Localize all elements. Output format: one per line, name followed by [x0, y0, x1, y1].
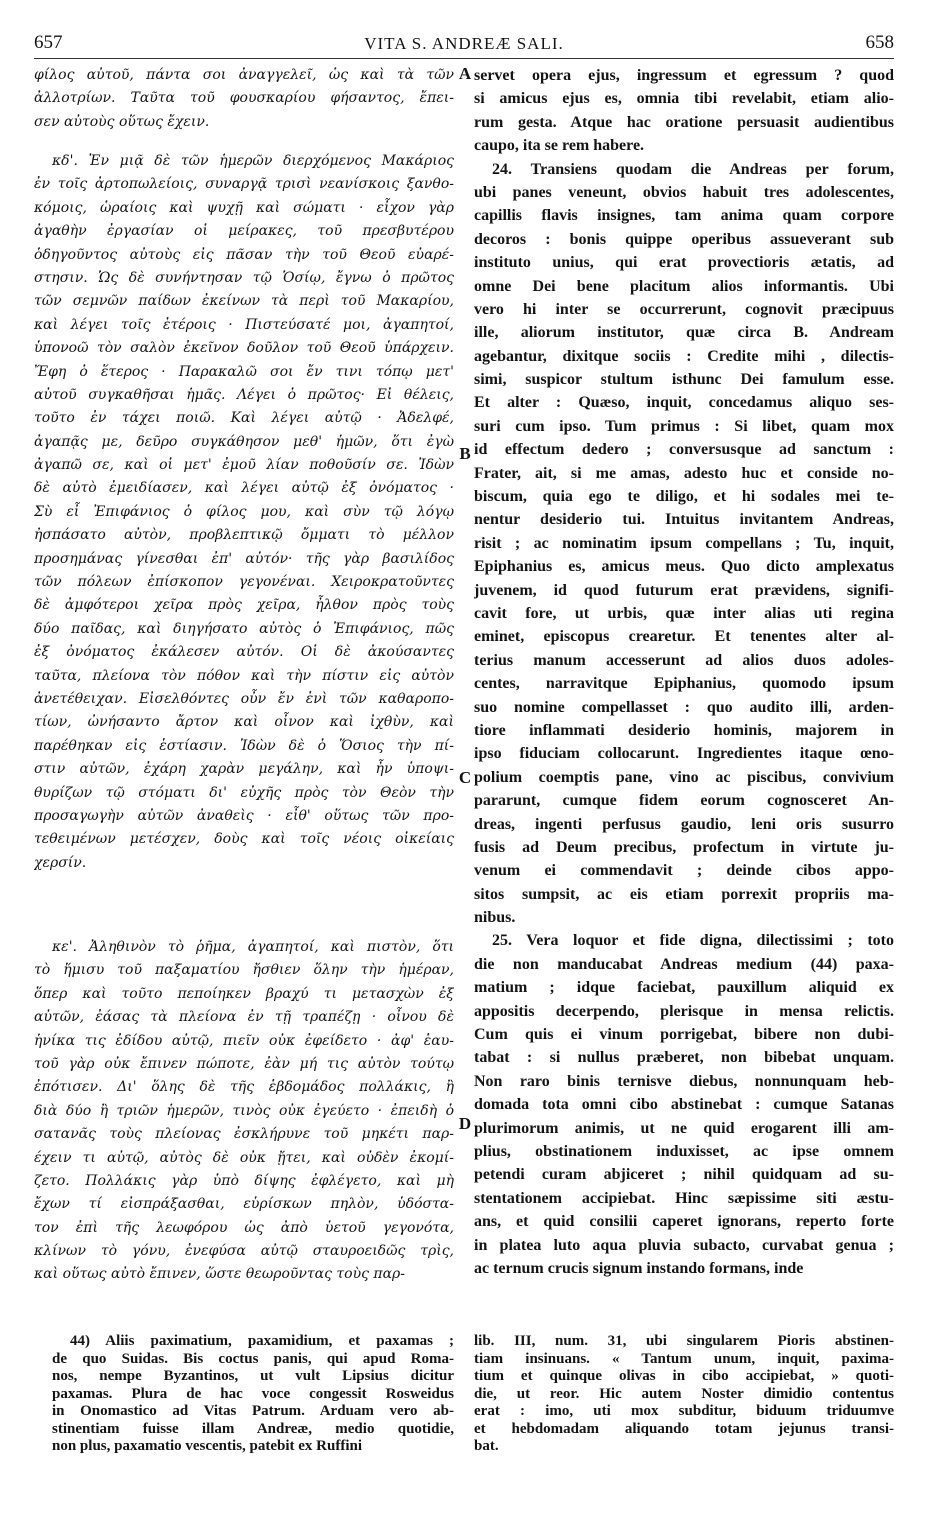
text-line: ἠσπάσατο αὐτὸν, προβλεπτικῷ ὄμματι τὸ μέλλον	[34, 527, 454, 544]
page-number-right: 658	[865, 32, 894, 53]
text-line: διὰ δύο ἢ τριῶν ἡμερῶν, τινὸς οὐκ ἐγεύετο · ἐπειδὴ ὁ	[34, 1102, 454, 1119]
text-line: caupo, ita se rem habere.	[474, 137, 645, 155]
text-line: non plus, paxamatio vescentis, patebit ex Ruffini	[52, 1438, 363, 1454]
text-line: stinentiam fuisse illam Andreæ, medio quotidie,	[52, 1420, 454, 1437]
running-header	[34, 32, 894, 59]
text-line: ans, et quid consilii caperet ignorans, reperto forte	[474, 1213, 894, 1231]
text-line: τον ἐπὶ τῆς λεωφόρου ὡς ἀπὸ ὑετοῦ γεγονότα,	[34, 1219, 454, 1236]
text-line: δὲ ἀμφότεροι χεῖρα πρὸς χεῖρα, ἦλθον πρὸς τοὺς	[34, 597, 454, 614]
text-line: rum gesta. Atque hac oratione persuasit audientibus	[474, 113, 894, 131]
text-line: nentur desiderio tui. Intuitus invitantem Andreas,	[474, 511, 894, 529]
text-line: appositis decerpendo, plerisque in mensa relictis.	[474, 1002, 894, 1020]
text-line: fusis ad Deum precibus, profectum in virtute ju-	[474, 838, 894, 856]
margin-letter-d: D	[458, 1114, 472, 1133]
margin-letter-c: C	[458, 768, 472, 787]
text-line: τίων, ὠνήσαντο ἄρτον καὶ οἶνον καὶ ἰχθὺν, καὶ	[34, 714, 454, 731]
text-line: in platea luto aqua pluvia subacto, curvabat genua ;	[474, 1236, 894, 1254]
text-line: de quo Suidas. Bis coctus panis, qui apud Roma-	[52, 1350, 454, 1367]
text-line: τῶν πόλεων ἐπίσκοπον γεγονέναι. Χειροκρατοῦντες	[34, 574, 454, 591]
text-line: Ἔφη ὁ ἕτερος · Παρακαλῶ σοι ἔν τινι τόπῳ μετ'	[34, 363, 454, 380]
text-line: χερσίν.	[34, 854, 87, 871]
text-line: καὶ οὕτως αὐτὸ ἔπινεν, ὥστε θεωροῦντας τοὺς παρ-	[34, 1266, 405, 1283]
text-line: Epiphanius es, amicus meus. Quo dicto amplexatus	[474, 558, 894, 576]
text-line: bat.	[474, 1438, 499, 1454]
text-line: nibus.	[474, 909, 516, 927]
text-line: pararunt, cumque fidem eorum cognosceret An-	[474, 792, 894, 810]
text-line: polium coemptis pane, vino ac piscibus, convivium	[474, 768, 894, 786]
text-line: ὑπονοῶ τὸν σαλὸν ἐκεῖνον δοῦλον τοῦ Θεοῦ ὑπάρχειν.	[34, 340, 454, 357]
text-line: id effectum dedero ; conversusque ad sanctum :	[474, 441, 894, 459]
text-line: juvenem, id quod futurum erat prævidens, signifi-	[474, 581, 894, 599]
text-line: ἀγαπῶ σε, καὶ οἱ μετ' ἐμοῦ λίαν ποθοῦσίν σε. Ἰδὼν	[34, 457, 454, 474]
text-line: ipso fiduciam collocarunt. Ingredientes itaque œno-	[474, 745, 894, 763]
text-line: et hebdomadam aliquando totam jejunus transi-	[474, 1420, 894, 1437]
text-line: venum ei commendavit ; deinde cibos appo-	[474, 862, 894, 880]
text-line: agebantur, dixitque sociis : Credite mihi , dilectis-	[474, 347, 894, 365]
text-line: petendi curam abjiceret ; nihil quidquam ad su-	[474, 1166, 894, 1184]
text-line: ubi panes veneunt, obvios habuit tres adolescentes,	[474, 183, 894, 201]
text-line: cavit fore, ut urbis, quæ inter alias uti regina	[474, 604, 894, 622]
text-line: κόμοις, ὡραίοις καὶ ψυχῇ καὶ σώματι · εἶχον γὰρ	[34, 199, 454, 216]
text-line: tiam insinuans. « Tantum unum, inquit, paxima-	[474, 1350, 894, 1367]
text-line: tabat : si nullus præberet, non bibebat unquam.	[474, 1049, 894, 1067]
text-line: ἀγαπᾷς με, δεῦρο συγκάθησον μεθ' ἡμῶν, ὅτι ἐγὼ	[34, 433, 454, 450]
text-line: ἐπότισεν. Δι' ὅλης δὲ τῆς ἑβδομάδος πολλάκις, ἢ	[34, 1079, 454, 1096]
text-line: δὲ αὐτὸ ἐμειδίασεν, καὶ λέγει αὐτῷ ἐξ ὀνόματος ·	[34, 480, 454, 497]
text-line: stentationem accipiebat. Hinc sæpissime siti æstu-	[474, 1189, 894, 1207]
text-line: έχειν τι αὐτῷ, αὐτὸς δὲ οὐκ ᾔτει, καὶ οὐδὲν ἐκομί-	[34, 1149, 454, 1166]
page-number-left: 657	[34, 32, 63, 53]
text-line: vero hi inter se occurrerunt, cognovit præcipuus	[474, 300, 894, 318]
text-line: tiore inflammati desiderio hominis, majorem in	[474, 721, 894, 739]
text-line: 24. Transiens quodam die Andreas per forum,	[492, 160, 894, 178]
text-line: matium ; idque faciebat, pauxillum aliquid ex	[474, 979, 894, 997]
text-line: erat : imo, uti mox subditur, biduum triduumve	[474, 1403, 894, 1419]
text-line: καὶ λέγει τοῖς ἑτέροις · Πιστεύσατέ μοι, ἀγαπητοί,	[34, 316, 454, 333]
text-line: ἔχων τί εἰσπράξασθαι, εὑρίσκων πηλὸν, ὑδόστα-	[34, 1196, 454, 1213]
text-line: nos, nempe Byzantinos, ut vult Lipsius dicitur	[52, 1368, 454, 1384]
text-line: domada tota omni cibo abstinebat : cumque Satanas	[474, 1096, 894, 1114]
text-line: capillis flavis insignes, tam anima quam corpore	[474, 207, 894, 225]
text-line: decoros : bonis quippe operibus assueverant sub	[474, 230, 894, 248]
text-line: in Onomastico ad Vitas Patrum. Arduam vero ab-	[52, 1403, 454, 1419]
text-line: προσαγωγὴν αὐτῶν ἀναθεὶς · εἶθ' οὕτως τῶν προ-	[34, 807, 454, 824]
text-line: biscum, quia ego te diligo, et hi sodales mei te-	[474, 488, 894, 506]
text-line: ἐξ ὀνόματος ἐκάλεσεν αὐτόν. Οἱ δὲ ἀκούσαντες	[34, 644, 454, 661]
text-line: die non manducabat Andreas medium (44) paxa-	[474, 955, 894, 973]
text-line: plurimorum animis, ut ne quid erogarent illi am-	[474, 1119, 894, 1137]
text-line: θυρίζων τῷ στόματι δι' εὐχῆς πρὸς τὸν Θεὸν τὴν	[34, 784, 454, 801]
text-line: 44) Aliis paximatium, paxamidium, et paxamas ;	[70, 1333, 454, 1349]
text-line: tium et quinque olivas in cibo accipiebat, » quoti-	[474, 1368, 894, 1384]
text-line: ταῦτα, πλείονα τὸν πόθον καὶ τὴν πίστιν εἰς αὐτὸν	[34, 667, 454, 684]
greek-column-block-3	[34, 936, 454, 1287]
text-line: Σὺ εἶ Ἐπιφάνιος ὁ φίλος μου, καὶ σὺν τῷ λόγῳ	[34, 503, 454, 520]
text-line: τοῦτο ἐν τάχει ποιῶ. Καὶ λέγει αὐτῷ · Ἀδελφέ,	[34, 410, 454, 427]
text-line: ὅπερ καὶ τοῦτο πεποίηκεν βραχύ τι μετασχὼν ἐξ	[34, 985, 454, 1002]
footnote-left-column	[52, 1333, 454, 1456]
text-line: παρέθηκαν εἰς ἑστίασιν. Ἰδὼν δὲ ὁ Ὅσιος τὴν πί-	[34, 737, 454, 754]
text-line: ἡνίκα τις ἐδίδου αὐτῷ, πιεῖν οὐκ ἐφείδετο · ἀφ' ἑαυ-	[34, 1032, 454, 1049]
text-line: σεν αὐτοὺς οὕτως ἔχειν.	[34, 113, 210, 130]
text-line: ἀγαθὴν ἐργασίαν οἱ μείρακες, τοῦ πρεσβυτέρου	[34, 223, 454, 240]
text-line: sitos sumpsit, ac eis etiam porrexit propriis ma-	[474, 885, 894, 903]
text-line: δύο παῖδας, καὶ διηγήσατο αὐτὸς ὁ Ἐπιφάνιος, πῶς	[34, 620, 454, 637]
text-line: si amicus ejus es, omnia tibi revelabit, etiam alio-	[474, 90, 894, 108]
text-line: φίλος αὐτοῦ, πάντα σοι ἀναγγελεῖ, ὡς καὶ τὰ τῶν	[34, 67, 454, 83]
text-line: centes, narravitque Epiphanius, quomodo ipsum	[474, 675, 894, 693]
text-line: τῶν σεμνῶν παίδων ἐκείνων τὰ περὶ τοῦ Μακαρίου,	[34, 293, 454, 310]
text-line: dreas, ingenti perfusus gaudio, leni oris susurro	[474, 815, 894, 833]
text-line: Et alter : Quæso, inquit, concedamus aliquo ses-	[474, 394, 894, 412]
text-line: κδ'. Ἐν μιᾷ δὲ τῶν ἡμερῶν διερχόμενος Μακάριος	[52, 153, 454, 169]
text-line: τὸ ἥμισυ τοῦ παξαματίου ἤσθιεν ὅλην τὴν ἡμέραν,	[34, 962, 454, 979]
text-line: ille, aliorum institutor, quæ circa B. Andream	[474, 324, 894, 342]
text-line: terius manum accesserunt ad alios duos adoles-	[474, 651, 894, 669]
text-line: plius, obstinationem induxisset, ac ipse omnem	[474, 1142, 894, 1160]
text-line: κλίνων τὸ γόνυ, ἐνεφύσα αὐτῷ σταυροειδῶς τρὶς,	[34, 1243, 454, 1260]
text-line: die, ut reor. Hic autem Noster dimidio contentus	[474, 1385, 894, 1402]
text-line: κε'. Ἀληθινὸν τὸ ῥῆμα, ἀγαπητοί, καὶ πιστὸν, ὅτι	[52, 939, 454, 955]
text-line: αὐτοῦ συγκαθῆσαι ἡμᾶς. Λέγει ὁ πρῶτος· Εἰ θέλεις,	[34, 386, 454, 403]
text-line: τοῦ γὰρ οὐκ ἔπινεν πώποτε, ἐὰν μή τις αὐτὸν τούτῳ	[34, 1055, 454, 1072]
text-line: ὁδηγοῦντος αὐτοὺς εἰς πᾶσαν τὴν τοῦ Θεοῦ εὐαρέ-	[34, 246, 454, 263]
text-line: ζετο. Πολλάκις γὰρ ὑπὸ δίψης ἐφλέγετο, καὶ μὴ	[34, 1172, 454, 1189]
text-line: simi, suspicor stultum isthunc Dei famulum esse.	[474, 371, 894, 389]
latin-column	[474, 64, 894, 1280]
text-line: τεθειμένων μετέσχεν, δοὺς καὶ τοῖς νέοις οἰκείαις	[34, 831, 454, 848]
text-line: paxamas. Plura de hac voce congessit Rosweidus	[52, 1385, 454, 1402]
text-line: Non raro binis ternisve diebus, nonnunquam heb-	[474, 1072, 894, 1090]
margin-letter-a: A	[458, 64, 472, 83]
text-line: ἀνετέθειχαν. Εἰσελθόντες οὖν ἔν ἑνὶ τῶν καθαροπο-	[34, 690, 454, 707]
text-line: στιν αὐτῶν, ἐχάρη χαρὰν μεγάλην, καὶ ἦν ὑποψι-	[34, 761, 454, 778]
text-line: στησιν. Ὡς δὲ συνήντησαν τῷ Ὁσίῳ, ἔγνω ὁ πρῶτος	[34, 269, 454, 286]
text-line: suri cum ipso. Tum primus : Si libet, quam mox	[474, 417, 894, 435]
text-line: προσημάνας γίνεσθαι ἐπ' αὐτόν· τῆς γὰρ βασιλίδος	[34, 550, 454, 567]
greek-column-block-1	[34, 64, 454, 134]
text-line: Frater, ait, si me amas, adesto huc et conside no-	[474, 464, 894, 482]
margin-letter-b: B	[459, 444, 471, 463]
text-line: Cum quis ei vinum porrigebat, bibere non dubi-	[474, 1026, 894, 1044]
text-line: 25. Vera loquor et fide digna, dilectissimi ; toto	[492, 932, 894, 950]
footnote-right-column	[474, 1333, 894, 1456]
text-line: suo nomine compellasset : quo audito illi, arden-	[474, 698, 894, 716]
text-line: instituto unius, qui erat provectioris ætatis, ad	[474, 254, 894, 272]
text-line: risit ; ac nominatim ipsum compellans ; Tu, inquit,	[474, 534, 894, 552]
text-line: servet opera ejus, ingressum et egressum ? quod	[474, 67, 894, 84]
greek-column-block-2	[34, 150, 454, 875]
text-line: σατανᾶς τοὺς πλείονας ἐσκλήρυνε τοῦ μηκέτι παρ-	[34, 1126, 454, 1143]
text-line: ac ternum crucis signum instando formans, inde	[474, 1259, 804, 1277]
text-line: omne Dei bene placitum alios informantis. Ubi	[474, 277, 894, 295]
text-line: ἐν τοῖς ἀρτοπωλείοις, συναργᾷ τρισὶ νεανίσκοις ξανθο-	[34, 176, 454, 193]
text-line: lib. III, num. 31, ubi singularem Pioris abstinen-	[474, 1333, 894, 1349]
text-line: ἀλλοτρίων. Ταῦτα τοῦ φουσκαρίου φήσαντος, ἔπει-	[34, 90, 454, 107]
text-line: αὐτῶν, ἐάσας τὰ πλείονα ἐν τῇ τραπέζῃ · οἶνου δὲ	[34, 1009, 454, 1026]
running-title: VITA S. ANDREÆ SALI.	[364, 34, 564, 53]
text-line: eminet, episcopus crearetur. Et tenentes alter al-	[474, 628, 894, 646]
